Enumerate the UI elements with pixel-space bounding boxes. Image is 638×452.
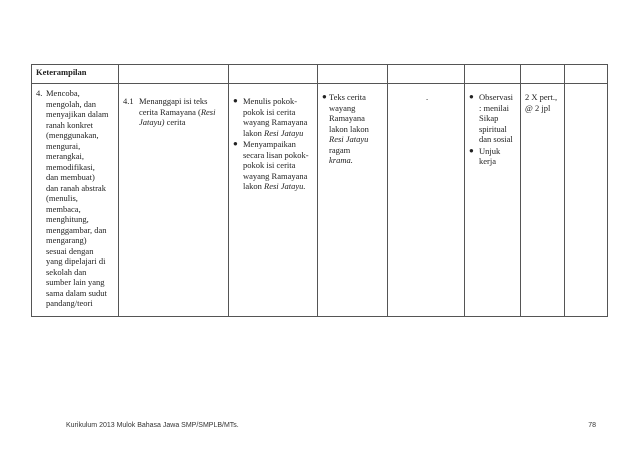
kegiatan-line: wayang Ramayana xyxy=(243,170,308,181)
kd-line: menghitung, xyxy=(46,214,89,224)
penilaian-cell xyxy=(465,84,521,317)
indikator-italic: Resi xyxy=(200,106,216,117)
kegiatan-text: lakon xyxy=(243,181,265,191)
kd-line: sekolah dan xyxy=(46,266,87,277)
heading-empty-cell xyxy=(521,65,565,84)
penilaian-line: kerja xyxy=(479,156,496,166)
penilaian-line: Sikap xyxy=(479,113,499,123)
penilaian-line: dan sosial xyxy=(479,134,513,144)
kd-line: mengurai, xyxy=(46,140,81,151)
kd-line: dan membuat) xyxy=(46,172,95,182)
heading-empty-cell xyxy=(229,65,318,84)
indikator-text: cerita Ramayana ( xyxy=(139,106,201,117)
indikator-number: 4.1 xyxy=(123,96,134,106)
footer-title: Kurikulum 2013 Mulok Bahasa Jawa SMP/SMPLB/MTs. xyxy=(66,422,239,429)
kd-line: menyajikan dalam xyxy=(46,109,109,119)
materi-line: lakon lakon xyxy=(329,123,369,134)
materi-line: wayang xyxy=(329,102,356,113)
materi-line: Teks cerita xyxy=(329,92,366,102)
list-item xyxy=(322,92,385,166)
kd-line: sama dalam sudut xyxy=(46,287,107,298)
list-item xyxy=(469,92,518,145)
indikator-cell xyxy=(119,84,229,317)
kd-body xyxy=(36,99,115,309)
kd-line: pandang/teori xyxy=(46,298,93,308)
kd-line: memodifikasi, xyxy=(46,161,95,172)
section-heading: Keterampilan xyxy=(36,67,87,77)
kd-line: sumber lain yang xyxy=(46,277,105,287)
kd-line: Mencoba, xyxy=(46,88,80,98)
list-item xyxy=(233,139,315,192)
heading-empty-cell xyxy=(565,65,608,84)
penilaian-line: Observasi xyxy=(479,92,513,102)
page-footer xyxy=(66,422,596,429)
heading-empty-cell xyxy=(119,65,229,84)
bullet-icon: ● xyxy=(233,139,238,148)
kd-line: mengolah, dan xyxy=(46,98,97,109)
kd-line: dan ranah abstrak xyxy=(46,182,106,193)
kegiatan-cell xyxy=(229,84,318,317)
heading-cell xyxy=(32,65,119,84)
list-item xyxy=(469,146,518,167)
kd-line: (menulis, xyxy=(46,193,78,203)
kegiatan-line: Menulis pokok- xyxy=(243,96,298,106)
alokasi-line: @ 2 jpl xyxy=(525,102,551,113)
table-heading-row xyxy=(32,65,608,84)
bullet-icon: ● xyxy=(233,96,238,105)
penilaian-line: spiritual xyxy=(479,123,507,134)
materi-line: Ramayana xyxy=(329,113,365,123)
materi-line: krama. xyxy=(329,155,353,165)
kd-line: merangkai, xyxy=(46,151,84,161)
materi-line: Resi Jatayu xyxy=(329,134,369,144)
kd-number: 4. xyxy=(36,88,43,98)
kd-line: ranah konkret xyxy=(46,119,93,130)
heading-empty-cell xyxy=(318,65,388,84)
materi-line: ragam xyxy=(329,144,351,155)
kd-line: yang dipelajari di xyxy=(46,256,106,266)
heading-empty-cell xyxy=(388,65,465,84)
alokasi-waktu-cell xyxy=(521,84,565,317)
kd-line: membaca, xyxy=(46,203,81,214)
bullet-icon: ● xyxy=(469,92,474,101)
kd-line: (menggunakan, xyxy=(46,130,99,140)
kegiatan-line: secara lisan pokok- xyxy=(243,149,309,160)
syllabus-table xyxy=(31,64,608,317)
kegiatan-line: Menyampaikan xyxy=(243,139,296,149)
kegiatan-line: pokok isi cerita xyxy=(243,160,296,170)
kd-line: mengarang) xyxy=(46,235,87,245)
indikator-text: cerita xyxy=(164,117,186,127)
kd-line: sesuai dengan xyxy=(46,245,94,256)
kegiatan-text: lakon xyxy=(243,127,265,138)
page-number: 78 xyxy=(588,422,596,429)
kegiatan-italic: Resi Jatayu xyxy=(264,127,304,138)
indikator-italic: Jatayu) xyxy=(139,117,165,127)
empty-column-cell xyxy=(388,84,465,317)
alokasi-line: 2 X pert., xyxy=(525,92,558,102)
penilaian-line: Unjuk xyxy=(479,145,501,156)
kompetensi-dasar-cell xyxy=(32,84,119,317)
materi-cell xyxy=(318,84,388,317)
table-row xyxy=(32,84,608,317)
heading-empty-cell xyxy=(465,65,521,84)
kegiatan-line: pokok isi cerita xyxy=(243,106,296,117)
column-mark: . xyxy=(425,92,429,102)
bullet-icon: ● xyxy=(322,92,327,101)
kegiatan-line: wayang Ramayana xyxy=(243,117,308,127)
kd-line: menggambar, dan xyxy=(46,224,107,235)
list-item xyxy=(233,96,315,138)
penilaian-line: : menilai xyxy=(479,102,509,113)
indikator-line: Menanggapi isi teks xyxy=(139,96,208,106)
kegiatan-italic: Resi Jatayu. xyxy=(264,181,306,191)
sumber-belajar-cell xyxy=(565,84,608,317)
bullet-icon: ● xyxy=(469,145,474,155)
